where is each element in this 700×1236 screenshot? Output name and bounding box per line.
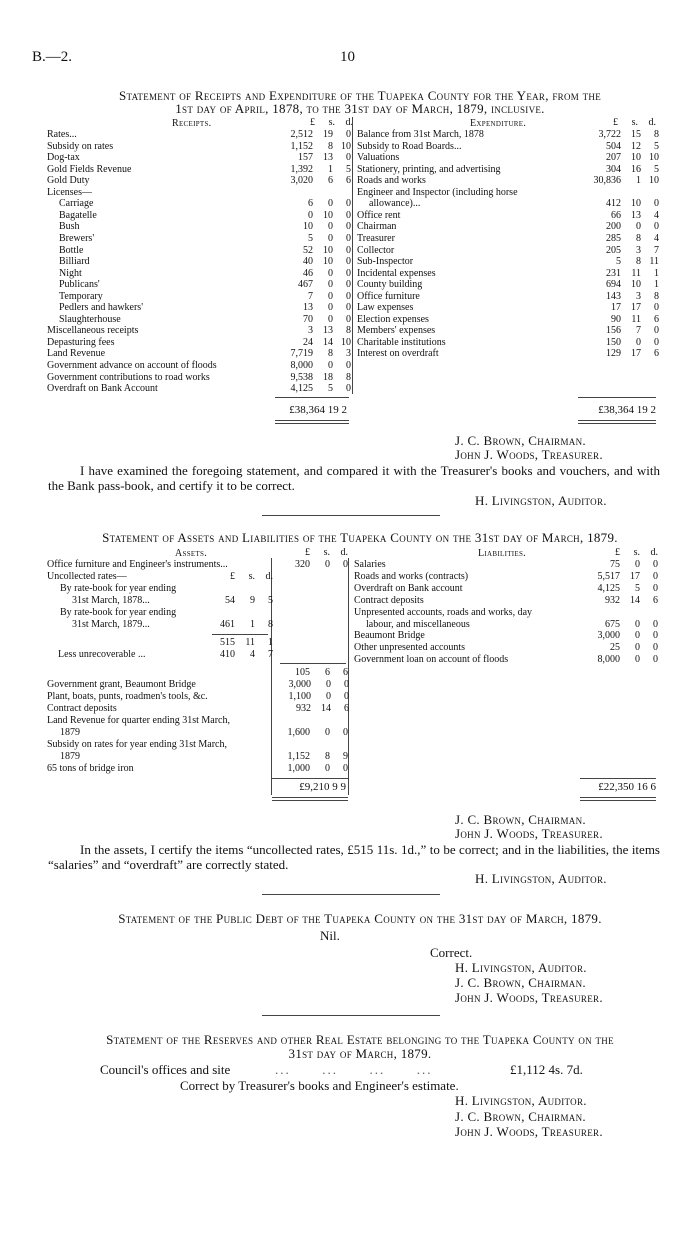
row-label: Miscellaneous receipts	[47, 325, 139, 337]
receipts-total: £38,364 19 2	[289, 404, 347, 416]
row-amount: 4,125 5 0	[597, 582, 658, 594]
row-amount: 30,836 1 10	[593, 175, 659, 187]
assets-total-double-underline	[272, 800, 348, 801]
row-label: Balance from 31st March, 1878	[357, 129, 484, 140]
subsidy-line2: 1879	[60, 751, 80, 762]
receipts-total-double-underline	[275, 423, 349, 424]
row-amount: 200 0 0	[606, 221, 659, 233]
row-amount: 10 0 0	[303, 221, 351, 233]
row-amount: 156 7 0	[606, 325, 659, 337]
rate-book-1879-line1: By rate-book for year ending	[60, 607, 177, 618]
row-label: Slaughterhouse	[59, 313, 121, 325]
row-label: Bush	[59, 221, 80, 233]
row-amount: 3,020 6 6	[290, 175, 351, 187]
row-label: Brewers'	[59, 232, 95, 244]
liabilities-total-double-underline	[580, 800, 656, 801]
row-amount: 1,152 8 10	[290, 140, 351, 152]
row-label: Subsidy on rates	[47, 140, 114, 152]
table-row	[354, 654, 656, 666]
row-label: Overdraft on Bank account	[354, 582, 463, 594]
table-row	[354, 630, 656, 642]
row-label: Engineer and Inspector (including horse	[357, 186, 518, 198]
assets-currency-header: £ s. d.	[305, 547, 348, 558]
table-row	[357, 268, 657, 280]
liabilities-total-rule	[580, 778, 656, 779]
signature-chairman: J. C. Brown, Chairman.	[455, 433, 586, 448]
table-row	[357, 221, 657, 233]
table-row	[354, 642, 656, 654]
row-amount: 285 8 4	[606, 232, 659, 244]
table-row	[47, 383, 349, 395]
row-label: Bottle	[59, 244, 84, 256]
table-row	[47, 233, 349, 245]
expenditure-total-rule	[578, 397, 656, 398]
row-amount: 3 13 8	[308, 325, 351, 337]
reserves-title-line1: Statement of the Reserves and other Real Estate belonging to the Tuapeka County on the	[106, 1032, 614, 1047]
row-amount: 932 14 6	[296, 703, 349, 714]
audit-statement: I have examined the foregoing statement, and compared it with the Treasurer's books and vouchers, and with the Bank pass-book, and certify it to be correct.	[48, 463, 660, 493]
row-amount: 932 14 6	[605, 594, 658, 606]
table-row	[47, 268, 349, 280]
reserves-correct-by: Correct by Treasurer's books and Engineer's estimate.	[180, 1078, 459, 1093]
liabilities-total-underline	[580, 797, 656, 798]
row-label: Charitable institutions	[357, 336, 446, 348]
table-row	[357, 210, 657, 222]
reserves-leader-dots: ... ... ... ...	[275, 1062, 433, 1077]
row-amount: 40 10 0	[303, 256, 351, 268]
liabilities-currency-header: £ s. d.	[615, 547, 658, 558]
table-row	[357, 302, 657, 314]
receipts-title-line1: Statement of Receipts and Expenditure of the Tuapeka County for the Year, from the	[118, 88, 601, 103]
section-divider	[262, 515, 440, 516]
table-row	[47, 348, 349, 360]
row-label: Gold Duty	[47, 175, 90, 187]
row-amount: 675 0 0	[605, 618, 658, 630]
table-row	[47, 337, 349, 349]
row-label: Pedlers and hawkers'	[59, 302, 143, 314]
liabilities-heading: Liabilities.	[478, 548, 526, 559]
table-row	[47, 691, 347, 703]
debt-correct: Correct.	[430, 945, 473, 960]
table-row	[357, 325, 657, 337]
page-number: 10	[340, 49, 355, 65]
expenditure-heading: Expenditure.	[470, 118, 527, 129]
row-amount: 25 0 0	[610, 642, 658, 654]
row-label: Government loan on account of floods	[354, 654, 509, 666]
receipts-total-rule	[275, 397, 349, 398]
table-row	[47, 372, 349, 384]
expenditure-total-underline	[578, 420, 656, 421]
table-row	[47, 221, 349, 233]
row-label: Contract deposits	[354, 594, 424, 606]
table-row	[47, 129, 349, 141]
row-label: County building	[357, 279, 423, 291]
table-row	[357, 337, 657, 349]
assets-certification: In the assets, I certify the items “uncollected rates, £515 11s. 1d.,” to be correct; and in the liabilities, the items “salaries” and “overdraft” are correctly stated.	[48, 842, 660, 872]
row-label: Bagatelle	[59, 209, 97, 221]
row-amount: 52 10 0	[303, 244, 351, 256]
table-row	[47, 679, 347, 691]
table-row	[357, 129, 657, 141]
row-label: Salaries	[354, 559, 386, 570]
table-row	[47, 360, 349, 372]
expenditure-total-double-underline	[578, 423, 656, 424]
row-label: Stationery, printing, and advertising	[357, 163, 501, 175]
table-row	[47, 314, 349, 326]
table-row	[357, 291, 657, 303]
row-label: Law expenses	[357, 302, 414, 314]
reserves-item-label: Council's offices and site	[100, 1062, 231, 1077]
row-amount: 8,000 0 0	[290, 360, 351, 371]
uncollected-subtotal-rule	[212, 634, 268, 635]
row-amount: 5 8 11	[616, 256, 659, 268]
row-amount: 304 16 5	[606, 163, 659, 175]
table-row	[47, 245, 349, 257]
row-label: Government advance on account of floods	[47, 360, 217, 371]
section-divider-2	[262, 894, 440, 895]
table-row	[354, 607, 656, 619]
net-uncollected-rule	[280, 663, 346, 664]
row-label: labour, and miscellaneous	[366, 618, 470, 630]
row-label: Election expenses	[357, 313, 429, 325]
receipts-title-line2: 1st day of April, 1878, to the 31st day of March, 1879, inclusive.	[175, 101, 545, 116]
table-row	[47, 703, 347, 715]
row-amount: 504 12 5	[606, 140, 659, 152]
row-label: Beaumont Bridge	[354, 630, 425, 642]
row-amount: 694 10 1	[606, 279, 659, 291]
assets-column-divider	[348, 558, 349, 795]
liabilities-total: £22,350 16 6	[598, 781, 656, 793]
table-row	[357, 175, 657, 187]
row-amount: 75 0 0	[610, 559, 658, 570]
debt-title: Statement of the Public Debt of the Tuapeka County on the 31st day of March, 1879.	[118, 911, 602, 926]
row-label: Subsidy to Road Boards...	[357, 140, 462, 152]
section-divider-3	[262, 1015, 440, 1016]
reserves-signature-treasurer: John J. Woods, Treasurer.	[455, 1124, 603, 1139]
table-row	[47, 291, 349, 303]
land-revenue-line1: Land Revenue for quarter ending 31st March,	[47, 715, 230, 726]
row-amount: 5,517 17 0	[597, 570, 658, 582]
row-label: Publicans'	[59, 279, 100, 291]
row-amount: 129 17 6	[606, 348, 659, 360]
net-uncollected-amount: 105 6 6	[295, 667, 348, 678]
assets-signature-auditor: H. Livingston, Auditor.	[475, 871, 607, 886]
land-revenue-line2: 1879	[60, 727, 80, 738]
table-row	[47, 187, 349, 199]
row-label: Office furniture	[357, 290, 420, 302]
table-row	[47, 325, 349, 337]
assets-signature-treasurer: John J. Woods, Treasurer.	[455, 826, 603, 841]
row-label: Office rent	[357, 209, 401, 221]
row-label: Temporary	[59, 290, 103, 302]
row-amount: 4,125 5 0	[290, 383, 351, 395]
row-amount: 1,392 1 5	[290, 163, 351, 175]
bridge-iron-label: 65 tons of bridge iron	[47, 763, 134, 774]
row-label: Night	[59, 267, 82, 279]
row-label: Unpresented accounts, roads and works, day	[354, 606, 533, 618]
receipts-heading: Receipts.	[172, 118, 212, 129]
assets-total: £9,210 9 9	[299, 781, 346, 793]
row-amount: 70 0 0	[303, 313, 351, 325]
less-unrecoverable-label: Less unrecoverable ...	[58, 649, 146, 660]
row-label: Depasturing fees	[47, 336, 115, 348]
expenditure-currency-header: £ s. d.	[613, 117, 656, 128]
row-amount: 1,100 0 0	[288, 691, 349, 702]
row-label: Carriage	[59, 198, 94, 210]
row-amount: 90 11 6	[611, 313, 659, 325]
row-label: Contract deposits	[47, 703, 117, 714]
row-amount: 150 0 0	[606, 336, 659, 348]
table-row	[357, 245, 657, 257]
receipts-currency-header: £ s. d.	[310, 117, 353, 128]
table-row	[357, 152, 657, 164]
reserves-title-line2: 31st day of March, 1879.	[288, 1046, 432, 1061]
row-amount: 5 0 0	[308, 232, 351, 244]
assets-title: Statement of Assets and Liabilities of the Tuapeka County on the 31st day of March, 1879.	[102, 530, 618, 545]
table-row	[357, 198, 657, 210]
reserves-signature-chairman: J. C. Brown, Chairman.	[455, 1109, 586, 1124]
row-amount: 205 3 7	[606, 244, 659, 256]
reserves-item-value: £1,112 4s. 7d.	[510, 1062, 583, 1077]
row-label: Collector	[357, 244, 395, 256]
table-row	[47, 302, 349, 314]
row-label: Plant, boats, punts, roadmen's tools, &c.	[47, 691, 208, 702]
table-row	[354, 559, 656, 571]
table-row	[47, 175, 349, 187]
row-amount: 3,722 15 8	[598, 129, 659, 140]
row-amount: 467 0 0	[298, 279, 351, 291]
table-row	[354, 583, 656, 595]
rate-book-1878-line1: By rate-book for year ending	[60, 583, 177, 594]
reserves-signature-auditor: H. Livingston, Auditor.	[455, 1093, 587, 1108]
receipts-total-underline	[275, 420, 349, 421]
table-row	[47, 152, 349, 164]
row-amount: 2,512 19 0	[290, 129, 351, 140]
debt-signature-treasurer: John J. Woods, Treasurer.	[455, 990, 603, 1005]
row-label: allowance)...	[369, 198, 421, 210]
row-label: Other unpresented accounts	[354, 642, 466, 654]
uncollected-subtotal: 515 11 1	[220, 637, 273, 648]
row-label: Valuations	[357, 152, 400, 164]
receipts-column-divider	[352, 117, 353, 394]
row-label: Chairman	[357, 221, 397, 233]
row-label: Dog-tax	[47, 152, 80, 164]
table-row	[47, 164, 349, 176]
row-label: Members' expenses	[357, 325, 436, 337]
row-label: Sub-Inspector	[357, 256, 414, 268]
table-row	[47, 210, 349, 222]
table-row	[47, 256, 349, 268]
row-label: Land Revenue	[47, 348, 106, 360]
row-label: Interest on overdraft	[357, 348, 439, 360]
table-row	[357, 314, 657, 326]
row-label: Treasurer	[357, 232, 395, 244]
table-row	[357, 164, 657, 176]
page-reference: B.—2.	[32, 49, 73, 65]
row-label: Government grant, Beaumont Bridge	[47, 679, 196, 690]
assets-signature-chairman: J. C. Brown, Chairman.	[455, 812, 586, 827]
row-label: Government contributions to road works	[47, 371, 210, 383]
signature-treasurer: John J. Woods, Treasurer.	[455, 447, 603, 462]
subsidy-line1: Subsidy on rates for year ending 31st March,	[47, 739, 227, 750]
rate-book-1878-line2: 31st March, 1878...	[72, 595, 150, 606]
signature-auditor: H. Livingston, Auditor.	[475, 493, 607, 508]
row-label: Licenses—	[47, 186, 92, 198]
row-label: Overdraft on Bank Account	[47, 383, 158, 395]
uncollected-currency-header: £ s. d.	[230, 571, 273, 582]
table-row	[354, 619, 656, 631]
row-amount: 412 10 0	[606, 198, 659, 210]
assets-amount-divider	[271, 558, 272, 795]
row-amount: 17 17 0	[611, 302, 659, 314]
row-amount: 7,719 8 3	[290, 348, 351, 360]
rate-book-1878-amount: 54 9 5	[225, 595, 273, 606]
row-amount: 231 11 1	[606, 267, 659, 279]
land-revenue-amount: 1,600 0 0	[287, 727, 348, 738]
table-row	[357, 256, 657, 268]
table-row	[357, 233, 657, 245]
less-unrecoverable-amount: 410 4 7	[220, 649, 273, 660]
table-row	[357, 187, 657, 199]
table-row	[357, 348, 657, 360]
asset-office-furniture-amount: 320 0 0	[295, 559, 348, 570]
assets-heading: Assets.	[175, 548, 208, 559]
uncollected-rates-label: Uncollected rates—	[47, 571, 127, 582]
asset-office-furniture-label: Office furniture and Engineer's instruments...	[47, 559, 228, 570]
row-label: Rates...	[47, 129, 77, 140]
table-row	[357, 279, 657, 291]
table-row	[354, 595, 656, 607]
row-amount: 0 10 0	[308, 209, 351, 221]
row-amount: 6 0 0	[308, 198, 351, 210]
row-amount: 9,538 18 8	[290, 371, 351, 383]
row-amount: 3,000 0 0	[288, 679, 349, 690]
row-amount: 66 13 4	[611, 209, 659, 221]
row-amount: 46 0 0	[303, 267, 351, 279]
row-amount: 207 10 10	[606, 152, 659, 164]
row-label: Roads and works	[357, 175, 426, 187]
table-row	[357, 141, 657, 153]
table-row	[47, 279, 349, 291]
rate-book-1879-amount: 461 1 8	[220, 619, 273, 630]
expenditure-total: £38,364 19 2	[598, 404, 656, 416]
row-amount: 3,000 0 0	[597, 630, 658, 642]
table-row	[47, 141, 349, 153]
rate-book-1879-line2: 31st March, 1879...	[72, 619, 150, 630]
bridge-iron-amount: 1,000 0 0	[287, 763, 348, 774]
row-amount: 8,000 0 0	[597, 654, 658, 666]
row-label: Gold Fields Revenue	[47, 163, 132, 175]
debt-signature-auditor: H. Livingston, Auditor.	[455, 960, 587, 975]
table-row	[354, 571, 656, 583]
assets-total-rule	[272, 778, 348, 779]
assets-total-underline	[272, 797, 348, 798]
subsidy-amount: 1,152 8 9	[287, 751, 348, 762]
row-amount: 24 14 10	[303, 336, 351, 348]
debt-nil: Nil.	[320, 928, 340, 943]
table-row	[47, 198, 349, 210]
row-amount: 157 13 0	[298, 152, 351, 164]
row-label: Billiard	[59, 256, 90, 268]
row-label: Roads and works (contracts)	[354, 570, 469, 582]
debt-signature-chairman: J. C. Brown, Chairman.	[455, 975, 586, 990]
row-amount: 143 3 8	[606, 290, 659, 302]
row-amount: 13 0 0	[303, 302, 351, 314]
row-label: Incidental expenses	[357, 267, 436, 279]
row-amount: 7 0 0	[308, 290, 351, 302]
